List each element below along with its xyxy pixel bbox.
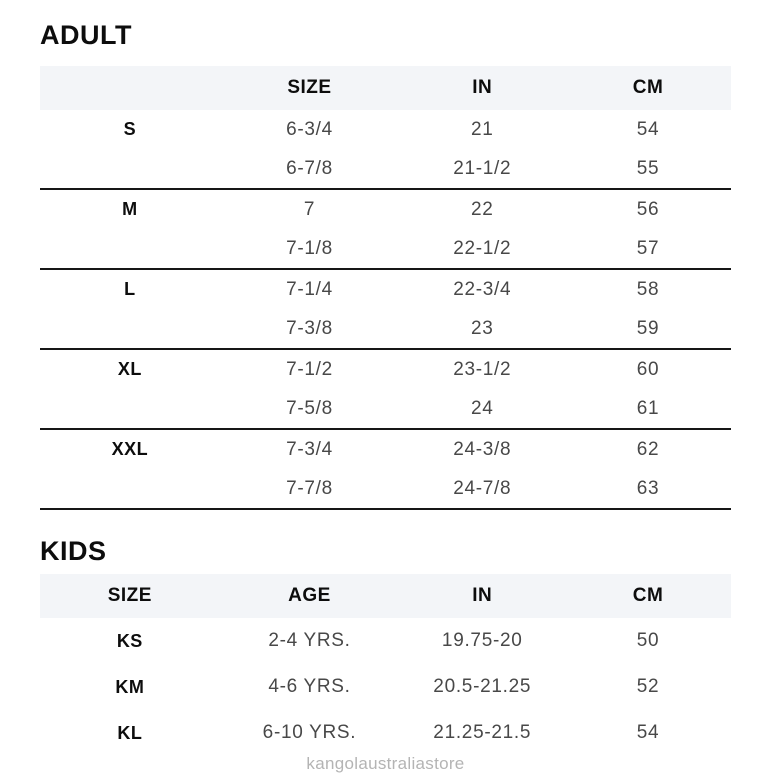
inches-value: 20.5-21.25 <box>433 676 532 697</box>
hat-size-value: 7 <box>303 198 316 220</box>
cm-value: 57 <box>636 237 660 259</box>
inches-value: 21-1/2 <box>453 157 512 179</box>
hat-size-value: 7-3/8 <box>286 317 333 339</box>
cm-value: 54 <box>636 118 660 140</box>
cm-value: 59 <box>636 317 660 339</box>
kids-table-header-row <box>40 574 731 618</box>
age-value: 6-10 YRS. <box>262 722 357 743</box>
adult-header-cm: CM <box>632 77 664 98</box>
cm-value: 58 <box>636 278 660 300</box>
kids-header-size: SIZE <box>107 585 152 606</box>
adult-size-group-xxl <box>40 430 731 510</box>
table-row <box>40 229 731 268</box>
size-label: XXL <box>111 439 149 459</box>
size-label: S <box>123 119 137 139</box>
cm-value: 50 <box>636 630 660 651</box>
table-row <box>40 350 731 389</box>
adult-section-title: ADULT <box>40 20 132 50</box>
size-label: M <box>122 199 138 219</box>
hat-size-value: 7-3/4 <box>286 438 333 460</box>
inches-value: 19.75-20 <box>441 630 523 651</box>
inches-value: 24 <box>470 397 494 419</box>
size-label: KS <box>116 630 143 651</box>
kids-size-table <box>40 574 731 756</box>
age-value: 2-4 YRS. <box>268 630 351 651</box>
table-row <box>40 430 731 469</box>
age-value: 4-6 YRS. <box>268 676 351 697</box>
adult-header-size: SIZE <box>287 77 332 98</box>
table-row <box>40 469 731 508</box>
hat-size-value: 6-7/8 <box>286 157 333 179</box>
table-row <box>40 149 731 188</box>
cm-value: 55 <box>636 157 660 179</box>
inches-value: 23-1/2 <box>453 358 512 380</box>
cm-value: 60 <box>636 358 660 380</box>
size-label: XL <box>117 359 142 379</box>
adult-size-table <box>40 66 731 510</box>
hat-size-value: 7-5/8 <box>286 397 333 419</box>
store-watermark: kangolaustraliastore <box>306 754 465 773</box>
adult-size-group-l <box>40 270 731 350</box>
cm-value: 63 <box>636 477 660 499</box>
table-row <box>40 664 731 710</box>
hat-size-value: 7-1/2 <box>286 358 333 380</box>
cm-value: 62 <box>636 438 660 460</box>
kids-header-cm: CM <box>632 585 664 606</box>
table-row <box>40 270 731 309</box>
hat-size-value: 7-1/8 <box>286 237 333 259</box>
adult-header-in: IN <box>472 77 493 98</box>
hat-size-value: 7-1/4 <box>286 278 333 300</box>
kids-header-in: IN <box>472 585 493 606</box>
inches-value: 22 <box>470 198 494 220</box>
table-row <box>40 110 731 149</box>
hat-size-value: 7-7/8 <box>286 477 333 499</box>
adult-size-group-s <box>40 110 731 190</box>
hat-size-value: 6-3/4 <box>286 118 333 140</box>
table-row <box>40 190 731 229</box>
table-row <box>40 309 731 348</box>
cm-value: 61 <box>636 397 660 419</box>
cm-value: 56 <box>636 198 660 220</box>
cm-value: 54 <box>636 722 660 743</box>
inches-value: 24-7/8 <box>453 477 512 499</box>
adult-table-header-row <box>40 66 731 110</box>
inches-value: 22-1/2 <box>453 237 512 259</box>
size-label: KM <box>115 676 145 697</box>
inches-value: 22-3/4 <box>453 278 512 300</box>
table-row <box>40 710 731 756</box>
cm-value: 52 <box>636 676 660 697</box>
kids-section-title: KIDS <box>40 536 107 566</box>
table-row <box>40 618 731 664</box>
adult-size-group-xl <box>40 350 731 430</box>
kids-header-age: AGE <box>288 585 331 606</box>
inches-value: 21.25-21.5 <box>433 722 532 743</box>
size-label: L <box>124 279 136 299</box>
table-row <box>40 389 731 428</box>
inches-value: 24-3/8 <box>453 438 512 460</box>
size-label: KL <box>117 722 143 743</box>
inches-value: 21 <box>470 118 494 140</box>
adult-size-group-m <box>40 190 731 270</box>
inches-value: 23 <box>470 317 494 339</box>
